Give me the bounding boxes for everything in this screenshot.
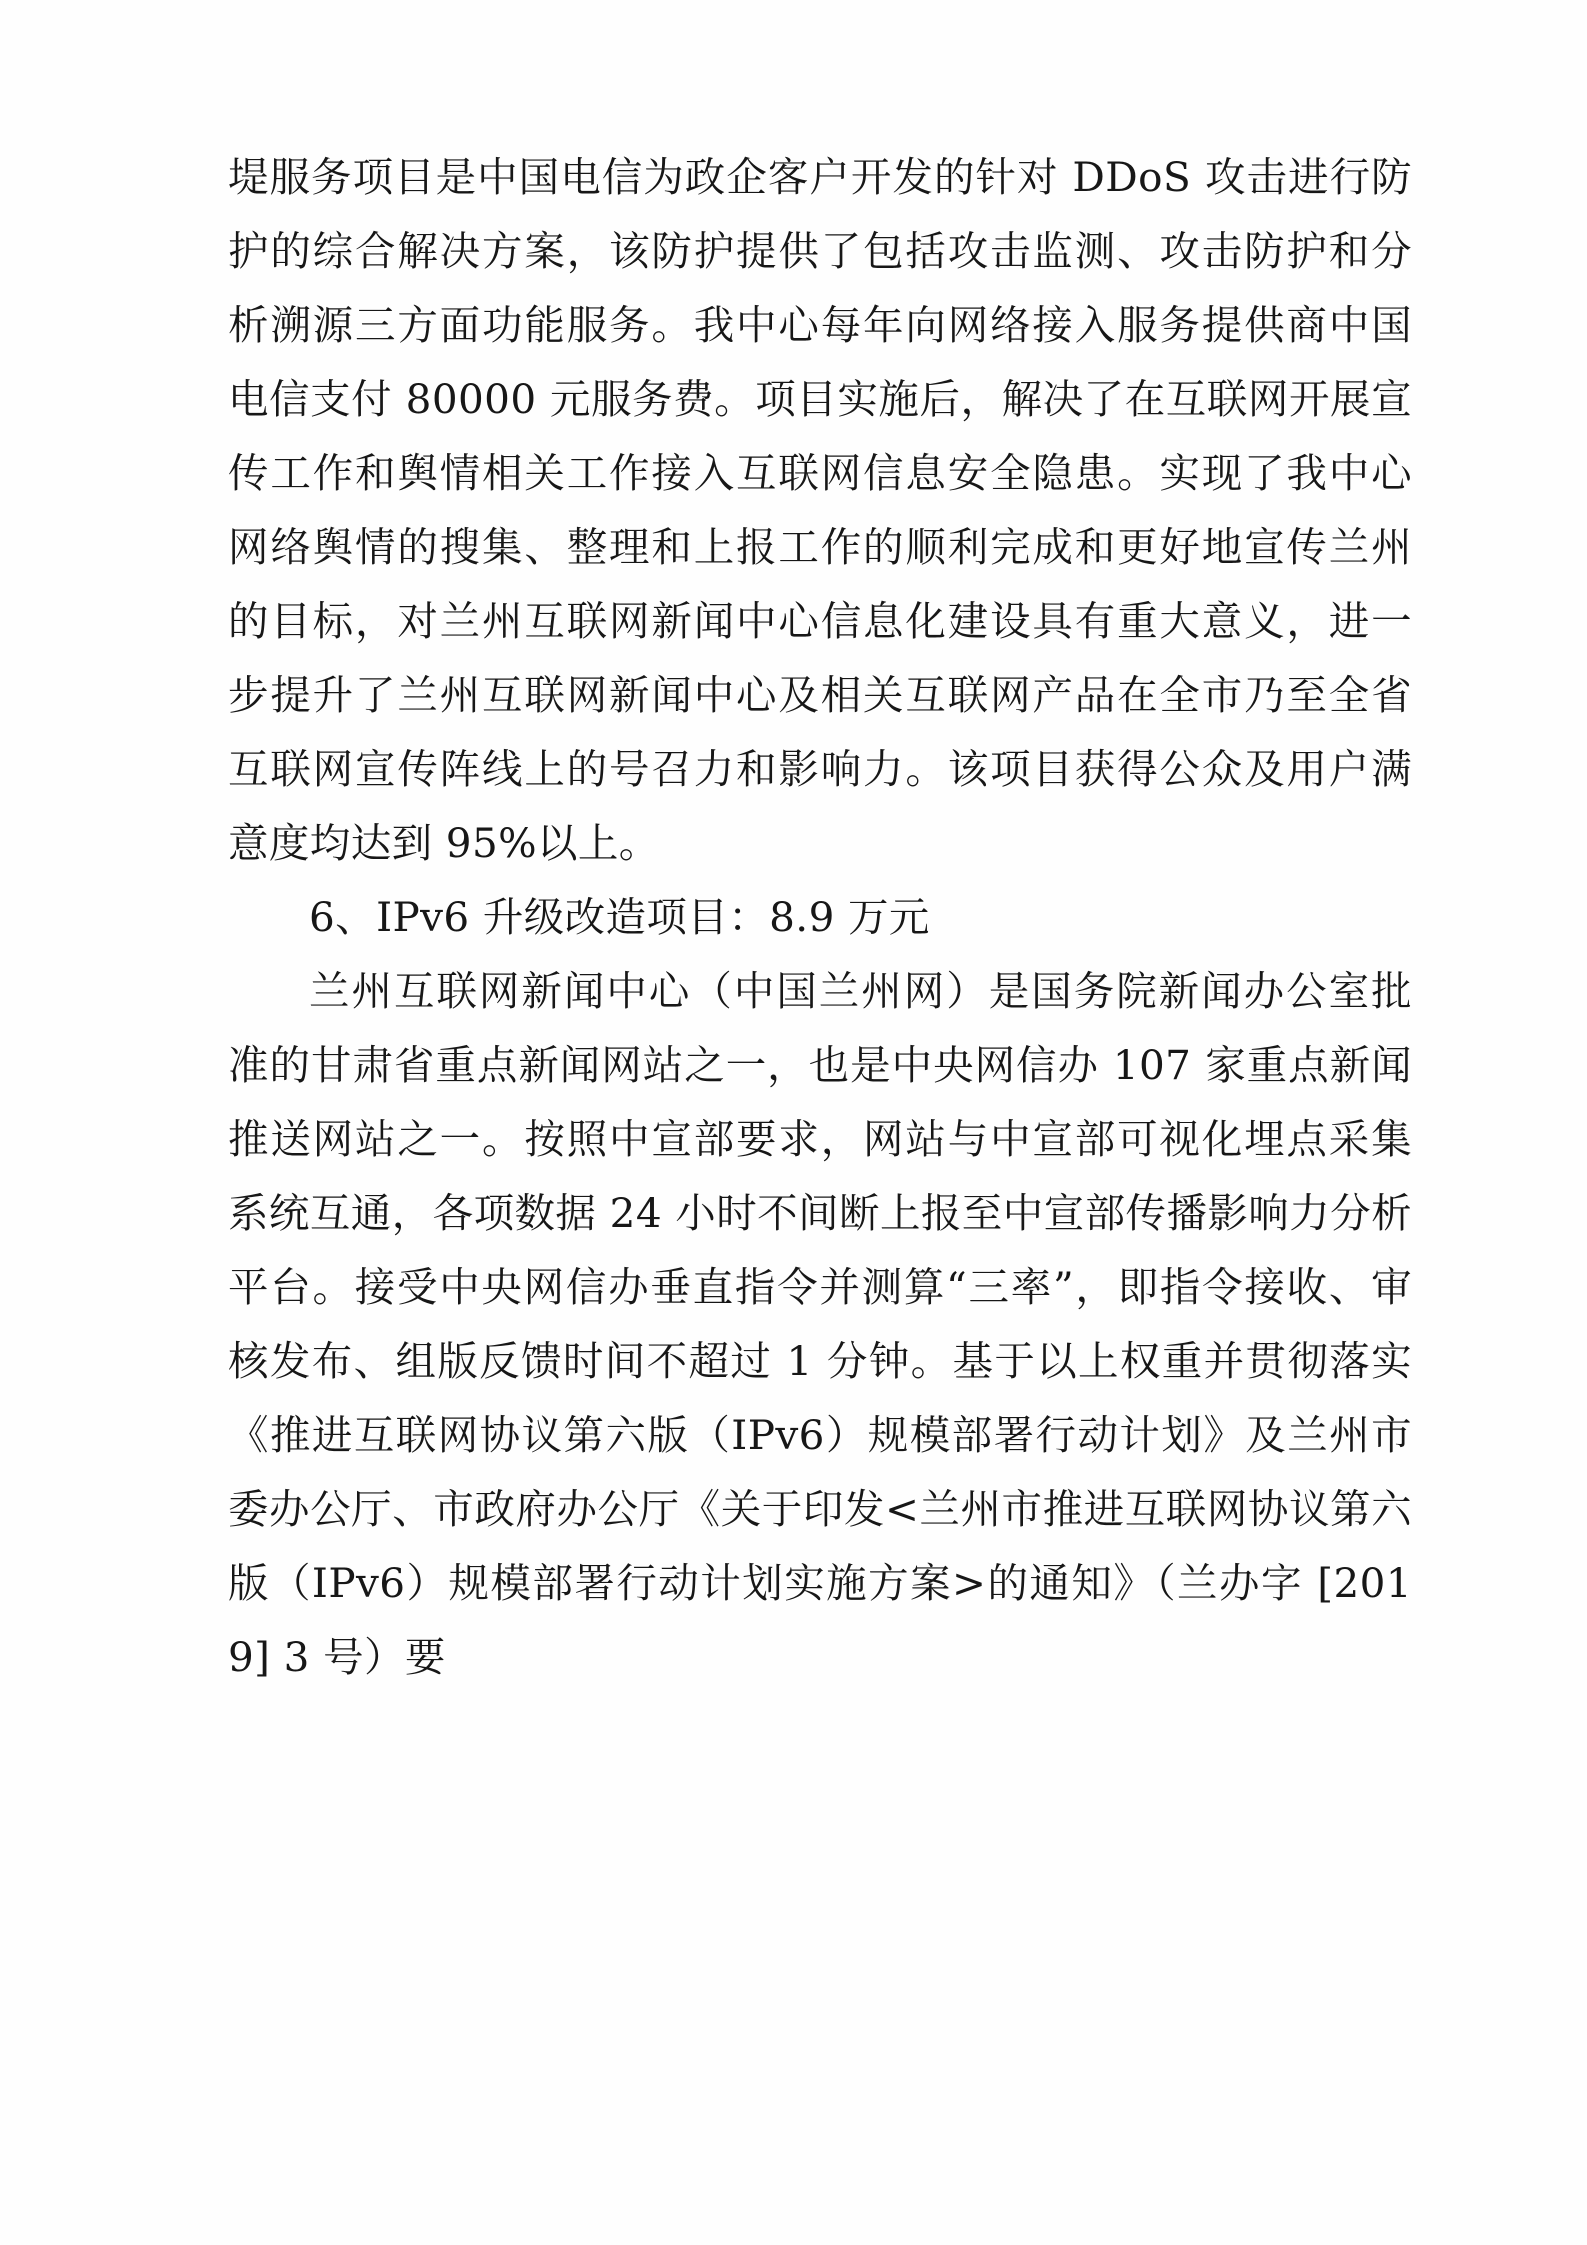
heading-ipv6-project: 6、IPv6 升级改造项目：8.9 万元 xyxy=(309,893,930,941)
paragraph-ipv6-description: 兰州互联网新闻中心（中国兰州网）是国务院新闻办公室批准的甘肃省重点新闻网站之一，也是中央网信办 107 家重点新闻推送网站之一。按照中宣部要求，网站与中宣部可视化埋点采集系统互通，各项数据 24 小时不间断上报至中宣部传播影响力分析平台。接受中央网信办垂直指令并测算“三率”，即指令接收、审核发布、组版反馈时间不超过 1 分钟。基于以上权重并贯彻落实《推进互联网协议第六版（IPv6）规模部署行动计划》及兰州市委办公厅、市政府办公厅《关于印发<兰州市推进互联网协议第六版（IPv6）规模部署行动计划实施方案>的通知》（兰办字 [2019] 3 号）要 xyxy=(228,967,1412,1681)
paragraph-ddos-protection: 堤服务项目是中国电信为政企客户开发的针对 DDoS 攻击进行防护的综合解决方案，该防护提供了包括攻击监测、攻击防护和分析溯源三方面功能服务。我中心每年向网络接入服务提供商中国电信支付 80000 元服务费。项目实施后，解决了在互联网开展宣传工作和舆情相关工作接入互联网信息安全隐患。实现了我中心网络舆情的搜集、整理和上报工作的顺利完成和更好地宣传兰州的目标，对兰州互联网新闻中心信息化建设具有重大意义，进一步提升了兰州互联网新闻中心及相关互联网产品在全市乃至全省互联网宣传阵线上的号召力和影响力。该项目获得公众及用户满意度均达到 95%以上。 xyxy=(228,153,1412,867)
document-body xyxy=(228,140,1412,1694)
